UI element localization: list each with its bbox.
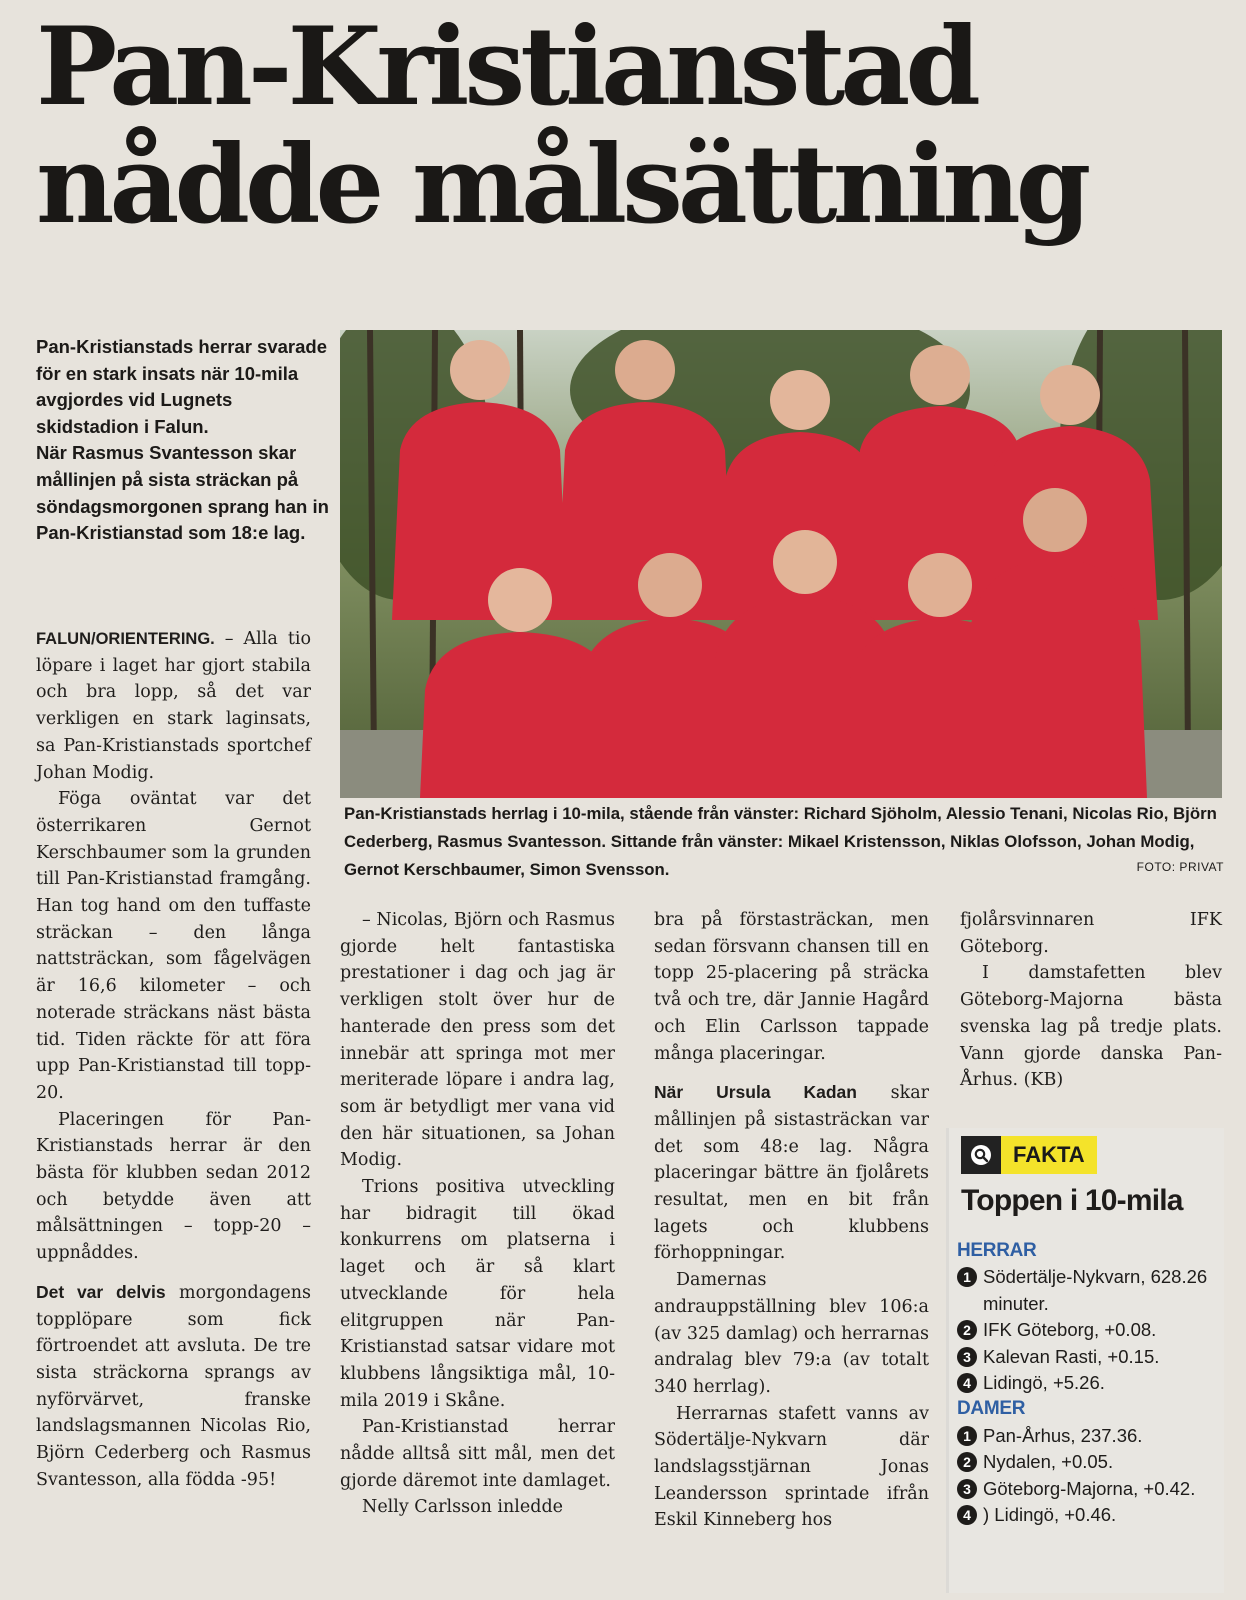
paragraph: I damstafetten blev Göteborg-Majorna bästa svenska lag på tredje plats. Vann gjorde danska Pan-Århus. (KB) xyxy=(960,963,1222,1091)
team-photo-illustration xyxy=(340,330,1222,798)
dateline: FALUN/ORIENTERING. xyxy=(36,630,215,648)
result-text: Kalevan Rasti, +0.15. xyxy=(983,1345,1160,1367)
result-entry xyxy=(957,1264,1219,1317)
rank-badge: 3 xyxy=(957,1347,977,1367)
magnifier-icon xyxy=(961,1136,1001,1174)
result-entry xyxy=(957,1370,1219,1396)
result-entry xyxy=(957,1317,1219,1343)
rank-badge: 2 xyxy=(957,1452,977,1472)
result-text: Pan-Århus, 237.36. xyxy=(983,1424,1143,1446)
paragraph: Herrarnas stafett vanns av Södertälje-Nykvarn där landslagsstjärnan Jonas Leandersson sprintade ifrån Eskil Kinneberg hos xyxy=(654,1403,929,1531)
ingress-paragraph: Pan-Kristianstads herrar svarade för en stark insats när 10-mila avgjordes vid Lugnets skidstadion i Falun. xyxy=(36,336,327,437)
rank-badge: 2 xyxy=(957,1320,977,1340)
paragraph xyxy=(36,626,311,786)
paragraph: fjolårsvinnaren IFK Göteborg. xyxy=(960,910,1222,957)
rank-badge: 4 xyxy=(957,1505,977,1525)
result-text: Nydalen, +0.05. xyxy=(983,1451,1114,1473)
paragraph: Nelly Carlsson inledde xyxy=(362,1497,564,1518)
paragraph: Trions positiva utveckling har bidragit till ökad konkurrens om platserna i laget och är så klart utvecklande för hela elitgruppen när Pan-Kristianstad satsar vidare mot klubbens långsiktiga mål, 10-mila 2019 i Skåne. xyxy=(340,1177,615,1411)
result-entry xyxy=(957,1502,1219,1528)
lead-in: När Ursula Kadan xyxy=(654,1082,857,1103)
paragraph: Damernas andrauppställning blev 106:a (av 325 damlag) och herrarnas andralag blev 79:a (av totalt 340 herrlag). xyxy=(654,1270,929,1397)
headline-line-2: nådde målsättning xyxy=(36,122,1087,248)
headline xyxy=(36,4,1226,248)
ingress-paragraph: När Rasmus Svantesson skar mållinjen på sista sträckan på söndagsmorgonen sprang han in Pan-Kristianstad som 18:e lag. xyxy=(36,442,329,544)
fact-title: Toppen i 10-mila xyxy=(961,1184,1183,1217)
paragraph-text: morgondagens topplöpare som fick förtroendet att avsluta. De tre sista sträckorna sprangs av nyförvärvet, franske landslagsmannen Nicolas Rio, Björn Cederberg och Rasmus Svantesson, alla födda -95! xyxy=(36,1282,311,1490)
rank-badge: 1 xyxy=(957,1267,977,1287)
paragraph-text: – Alla tio löpare i laget har gjort stabila och bra lopp, så det var verkligen en stark laginsats, sa Pan-Kristianstads sportchef Johan Modig. xyxy=(36,629,311,783)
rank-badge: 4 xyxy=(957,1373,977,1393)
paragraph: – Nicolas, Björn och Rasmus gjorde helt fantastiska prestationer i dag och jag är verkligen stolt över hur de hanterade den press som det innebär att springa mot mer meriterade löpare i andra lag, som är betydligt mer vana vid den här situationen, sa Johan Modig. xyxy=(340,910,615,1171)
caption-text: Pan-Kristianstads herrlag i 10-mila, stående från vänster: Richard Sjöholm, Alessio Tenani, Nicolas Rio, Björn Cederberg, Rasmus Svantesson. Sittande från vänster: Mikael Kristensson, Niklas Olofsson, Johan Modig, Gernot Kerschbaumer, Simon Svensson. xyxy=(344,804,1217,879)
fact-badge xyxy=(961,1136,1097,1174)
section-label-damer: DAMER xyxy=(957,1398,1026,1420)
ingress xyxy=(36,334,336,547)
body-column-3 xyxy=(654,907,929,1534)
fact-label: FAKTA xyxy=(1001,1136,1097,1174)
photo-caption xyxy=(344,800,1224,884)
results-list xyxy=(957,1238,1219,1528)
result-entry xyxy=(957,1344,1219,1370)
result-text: Lidingö, +5.26. xyxy=(983,1372,1105,1394)
paragraph: Placeringen för Pan-Kristianstads herrar är den bästa för klubben sedan 2012 och betydde även att målsättningen – topp-20 – uppnåddes. xyxy=(36,1109,311,1264)
fact-box xyxy=(946,1128,1224,1593)
result-entry xyxy=(957,1423,1219,1449)
body-column-2 xyxy=(340,907,615,1521)
section-label-herrar: HERRAR xyxy=(957,1240,1037,1261)
result-text: Södertälje-Nykvarn, 628.26 minuter. xyxy=(983,1266,1208,1314)
result-text: ) Lidingö, +0.46. xyxy=(983,1504,1117,1526)
body-column-1 xyxy=(36,626,311,1494)
paragraph xyxy=(654,1079,929,1267)
paragraph-text: skar mållinjen på sistasträckan var det som 48:e lag. Några placeringar bättre än fjolårets resultat, men en bit från lagets och klubbens förhoppningar. xyxy=(654,1083,929,1264)
photo-credit: FOTO: PRIVAT xyxy=(1136,860,1224,874)
rank-badge: 1 xyxy=(957,1426,977,1446)
paragraph: Pan-Kristianstad herrar nådde alltså sitt mål, men det gjorde däremot inte damlaget. xyxy=(340,1417,615,1491)
result-text: Göteborg-Majorna, +0.42. xyxy=(983,1477,1196,1499)
rank-badge: 3 xyxy=(957,1479,977,1499)
paragraph: Föga oväntat var det österrikaren Gernot Kerschbaumer som la grunden till Pan-Kristianstad framgång. Han tog hand om den tuffaste sträckan – den långa nattsträckan, som fågelvägen är 16,6 kilometer – och noterade sträckans näst bästa tid. Tiden räckte för att föra upp Pan-Kristianstad till topp-20. xyxy=(36,789,311,1103)
lead-in: Det var delvis xyxy=(36,1281,166,1302)
paragraph: bra på förstasträckan, men sedan försvann chansen till en topp 25-placering på sträcka två och tre, där Jannie Hagård och Elin Carlsson tappade många placeringar. xyxy=(654,910,929,1064)
result-text: IFK Göteborg, +0.08. xyxy=(983,1319,1157,1341)
headline-line-1: Pan-Kristianstad xyxy=(36,4,976,130)
team-photo xyxy=(340,330,1222,798)
result-entry xyxy=(957,1449,1219,1475)
paragraph xyxy=(36,1279,311,1494)
body-column-4 xyxy=(960,907,1222,1094)
result-entry xyxy=(957,1476,1219,1502)
